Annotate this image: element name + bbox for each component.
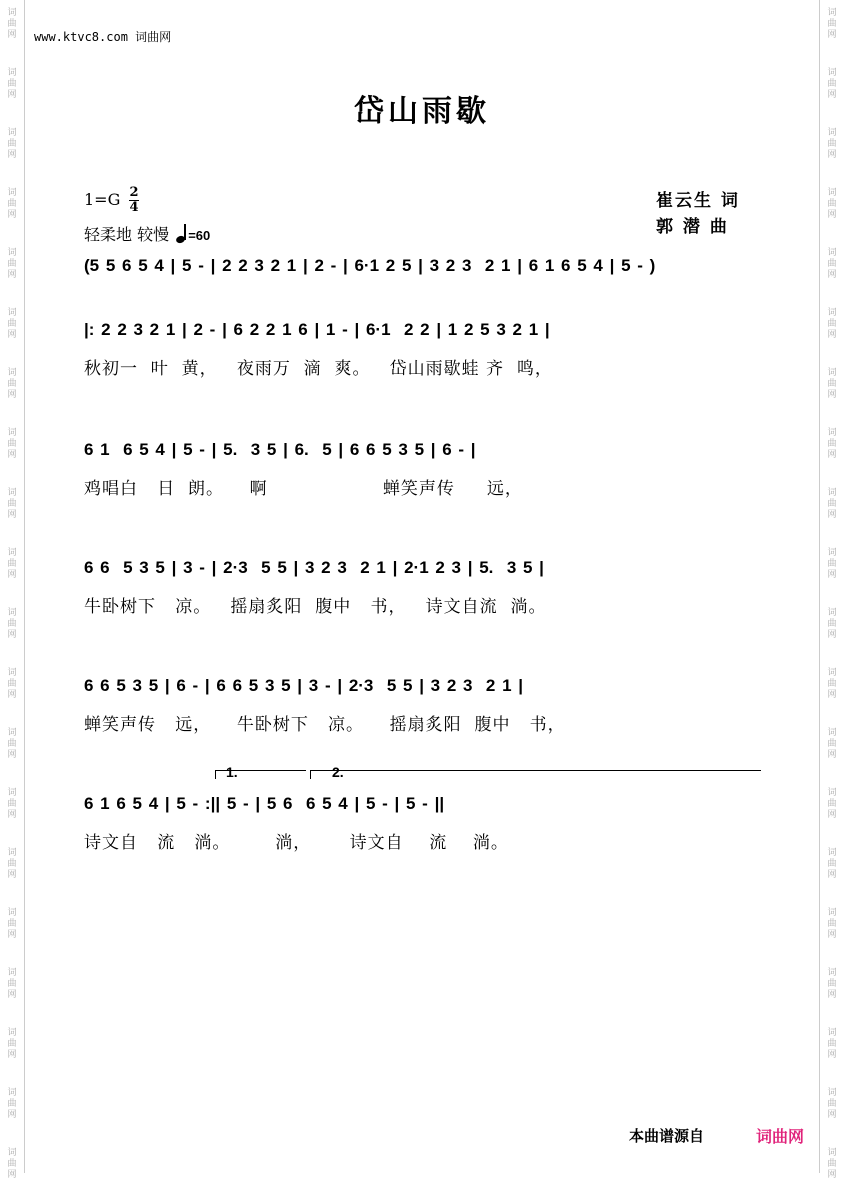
watermark-glyph: 词 曲 网 bbox=[827, 188, 837, 220]
watermark-glyph: 词 曲 网 bbox=[7, 368, 17, 400]
song-title: 岱山雨歇 bbox=[354, 94, 490, 129]
key-label: 1=G bbox=[84, 190, 121, 209]
watermark-glyph: 词 曲 网 bbox=[7, 68, 17, 100]
watermark-glyph: 词 曲 网 bbox=[7, 848, 17, 880]
notation-line: 6 1 6 5 4 | 5 - | 5. 3 5 | 6. 5 | 6 6 5 3 5 | 6 - | bbox=[84, 440, 476, 459]
watermark-glyph: 词 曲 网 bbox=[827, 908, 837, 940]
watermark-glyph: 词 曲 网 bbox=[7, 248, 17, 280]
watermark-glyph: 词 曲 网 bbox=[7, 188, 17, 220]
score-line bbox=[80, 550, 770, 670]
watermark-glyph: 词 曲 网 bbox=[827, 728, 837, 760]
watermark-glyph: 词 曲 网 bbox=[7, 968, 17, 1000]
watermark-glyph: 词 曲 网 bbox=[7, 608, 17, 640]
watermark-glyph: 词 曲 网 bbox=[827, 248, 837, 280]
right-watermark-strip bbox=[819, 0, 844, 1180]
watermark-glyph: 词 曲 网 bbox=[827, 1088, 837, 1120]
watermark-glyph: 词 曲 网 bbox=[827, 788, 837, 820]
volta-2-label: 2. bbox=[332, 764, 344, 780]
watermark-glyph: 词 曲 网 bbox=[7, 308, 17, 340]
composer-credit: 郭 潜 曲 bbox=[656, 217, 729, 237]
lyrics-line: 牛卧树下 凉。 摇扇炙阳 腹中 书， 诗文自流 淌。 bbox=[84, 597, 547, 617]
watermark-glyph: 词 曲 网 bbox=[7, 728, 17, 760]
watermark-glyph: 词 曲 网 bbox=[827, 428, 837, 460]
footer-source: 本曲谱源自 bbox=[628, 1127, 704, 1145]
lyrics-line: 诗文自 流 淌。 淌， 诗文自 流 淌。 bbox=[84, 833, 509, 853]
lyrics-line: 蝉笑声传 远， 牛卧树下 凉。 摇扇炙阳 腹中 书， bbox=[84, 715, 566, 735]
key-signature bbox=[84, 186, 139, 215]
watermark-glyph: 词 曲 网 bbox=[827, 848, 837, 880]
left-watermark-strip bbox=[0, 0, 25, 1180]
watermark-glyph: 词 曲 网 bbox=[827, 128, 837, 160]
watermark-glyph: 词 曲 网 bbox=[7, 428, 17, 460]
watermark-glyph: 词 曲 网 bbox=[827, 548, 837, 580]
score-line bbox=[80, 312, 770, 432]
notation-line: 6 1 6 5 4 | 5 - :|| 5 - | 5 6 6 5 4 | 5 - | 5 - || bbox=[84, 794, 445, 813]
watermark-glyph: 词 曲 网 bbox=[827, 368, 837, 400]
notation-line: 6 6 5 3 5 | 6 - | 6 6 5 3 5 | 3 - | 2·3 5 5 | 3 2 3 2 1 | bbox=[84, 676, 524, 695]
lyrics-line: 秋初一 叶 黄， 夜雨万 滴 爽。 岱山雨歇蛙 齐 鸣， bbox=[84, 359, 553, 379]
site-url[interactable]: www.ktvc8.com 词曲网 bbox=[34, 30, 172, 44]
watermark-glyph: 词 曲 网 bbox=[7, 8, 17, 40]
brand-logo[interactable]: 词曲网 bbox=[755, 1127, 804, 1146]
watermark-glyph: 词 曲 网 bbox=[827, 308, 837, 340]
notation-line: (5 5 6 5 4 | 5 - | 2 2 3 2 1 | 2 - | 6·1 2 5 | 3 2 3 2 1 | 6 1 6 5 4 | 5 - ) bbox=[84, 256, 656, 275]
watermark-glyph: 词 曲 网 bbox=[827, 68, 837, 100]
notation-line: 6 6 5 3 5 | 3 - | 2·3 5 5 | 3 2 3 2 1 | 2·1 2 3 | 5. 3 5 | bbox=[84, 558, 544, 577]
watermark-glyph: 词 曲 网 bbox=[7, 548, 17, 580]
watermark-glyph: 词 曲 网 bbox=[827, 8, 837, 40]
watermark-glyph: 词 曲 网 bbox=[7, 668, 17, 700]
score-line bbox=[80, 432, 770, 552]
watermark-glyph: 词 曲 网 bbox=[827, 668, 837, 700]
watermark-glyph: 词 曲 网 bbox=[7, 488, 17, 520]
watermark-glyph: 词 曲 网 bbox=[7, 788, 17, 820]
quarter-note-icon bbox=[174, 225, 188, 245]
watermark-glyph: 词 曲 网 bbox=[827, 488, 837, 520]
volta-2-bracket bbox=[310, 770, 761, 779]
watermark-glyph: 词 曲 网 bbox=[827, 608, 837, 640]
score-line bbox=[80, 786, 770, 906]
volta-1-label: 1. bbox=[226, 764, 238, 780]
watermark-glyph: 词 曲 网 bbox=[7, 1148, 17, 1180]
watermark-glyph: 词 曲 网 bbox=[827, 968, 837, 1000]
expression-text: 轻柔地 较慢 bbox=[84, 225, 170, 244]
watermark-glyph: 词 曲 网 bbox=[7, 1088, 17, 1120]
lyrics-line: 鸡唱白 日 朗。 啊 蝉笑声传 远， bbox=[84, 479, 523, 499]
lyricist-credit: 崔云生 词 bbox=[656, 191, 740, 211]
tempo-value: =60 bbox=[188, 228, 211, 243]
notation-line: |: 2 2 3 2 1 | 2 - | 6 2 2 1 6 | 1 - | 6·1 2 2 | 1 2 5 3 2 1 | bbox=[84, 320, 550, 339]
time-numerator: 2 bbox=[129, 185, 139, 200]
watermark-glyph: 词 曲 网 bbox=[7, 908, 17, 940]
time-denominator: 4 bbox=[129, 200, 139, 215]
watermark-glyph: 词 曲 网 bbox=[7, 1028, 17, 1060]
watermark-glyph: 词 曲 网 bbox=[827, 1028, 837, 1060]
time-signature bbox=[129, 186, 138, 215]
watermark-glyph: 词 曲 网 bbox=[7, 128, 17, 160]
tempo-line bbox=[84, 222, 210, 245]
watermark-glyph: 词 曲 网 bbox=[827, 1148, 837, 1180]
